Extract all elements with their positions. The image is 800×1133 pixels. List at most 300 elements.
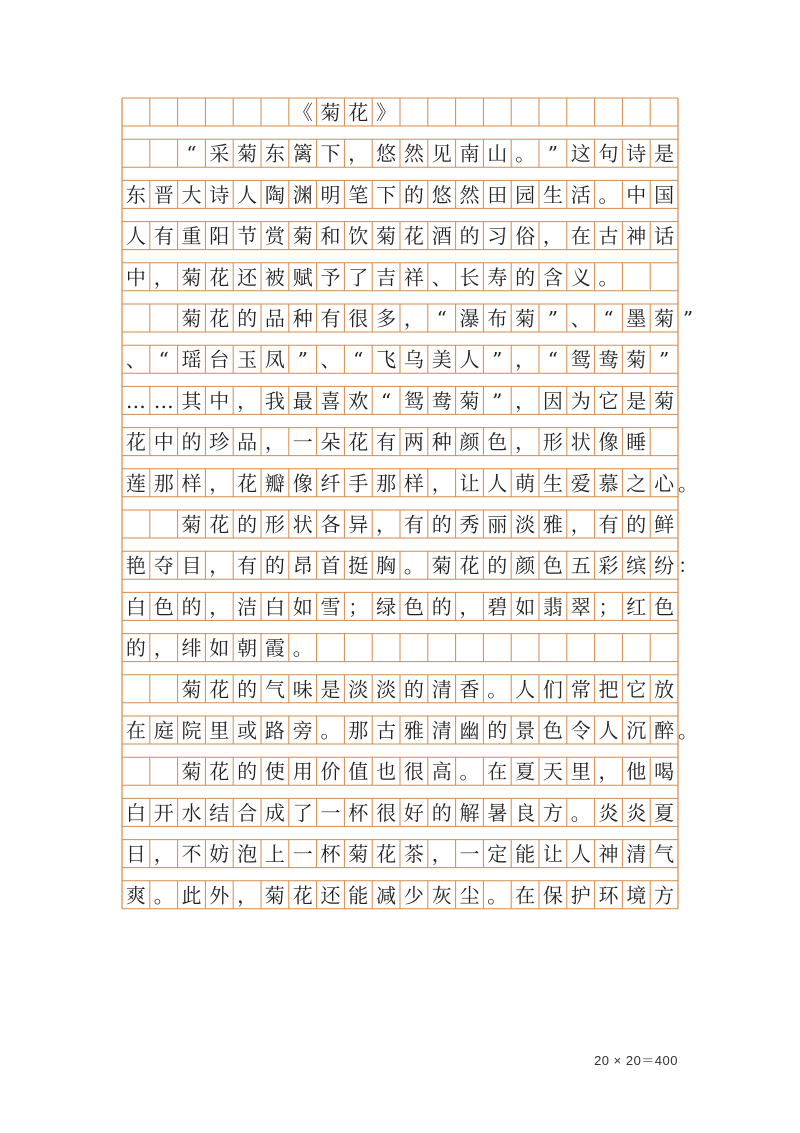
grid-character: ， xyxy=(153,265,174,290)
grid-character: 颜 xyxy=(459,430,480,455)
grid-character: 的 xyxy=(264,553,285,578)
grid-character: 开 xyxy=(153,800,174,825)
grid-character: 色 xyxy=(153,594,174,619)
grid-character: 用 xyxy=(292,759,313,784)
grid-character: 把 xyxy=(598,677,619,702)
grid-character: ， xyxy=(570,512,591,537)
grid-character: 花 xyxy=(237,471,258,496)
grid-character: 那 xyxy=(153,471,174,496)
grid-character: 活 xyxy=(570,182,591,207)
grid-character: 。 xyxy=(678,718,698,743)
grid-character: 或 xyxy=(237,718,258,743)
grid-character: 睡 xyxy=(626,430,647,455)
grid-character: 瓣 xyxy=(264,471,285,496)
grid-character: 菊 xyxy=(237,141,258,166)
grid-character: 里 xyxy=(570,759,591,784)
grid-character: “ xyxy=(158,347,169,372)
grid-character: 义 xyxy=(570,265,591,290)
grid-character: 花 xyxy=(125,430,146,455)
grid-character: 渊 xyxy=(292,182,313,207)
grid-character: 翠 xyxy=(570,594,591,619)
grid-character: 鲜 xyxy=(654,512,675,537)
grid-character: 园 xyxy=(515,182,536,207)
grid-character: 鸳 xyxy=(403,388,424,413)
grid-character: 花 xyxy=(292,883,313,908)
grid-character: 红 xyxy=(626,594,647,619)
grid-character: 翡 xyxy=(542,594,563,619)
grid-character: 、 xyxy=(431,265,452,290)
grid-character: 暑 xyxy=(487,800,508,825)
grid-character: 菊 xyxy=(459,388,480,413)
grid-character: “ xyxy=(380,388,392,413)
grid-character: 淡 xyxy=(515,512,536,537)
grid-character: 的 xyxy=(626,512,647,537)
grid-character: 菊 xyxy=(181,265,202,290)
grid-character: 有 xyxy=(598,512,619,537)
grid-character: 白 xyxy=(264,594,285,619)
grid-character: 的 xyxy=(181,594,202,619)
grid-character: 花 xyxy=(209,512,230,537)
grid-character: 悠 xyxy=(376,141,397,166)
grid-character: 菊 xyxy=(181,306,202,331)
grid-character: 品 xyxy=(237,430,258,455)
grid-character: 昂 xyxy=(292,553,313,578)
grid-character: 有 xyxy=(403,512,424,537)
grid-character: 夏 xyxy=(515,759,536,784)
grid-character: 飞 xyxy=(376,347,397,372)
grid-character: 莲 xyxy=(125,471,146,496)
grid-character: 东 xyxy=(125,182,146,207)
grid-character: 了 xyxy=(348,265,369,290)
grid-character: 如 xyxy=(515,594,536,619)
grid-character: 定 xyxy=(487,842,508,867)
grid-character: 使 xyxy=(264,759,285,784)
grid-character: 很 xyxy=(348,306,369,331)
grid-character: “ xyxy=(603,306,614,331)
grid-character: 白 xyxy=(125,800,146,825)
grid-character: 那 xyxy=(376,471,397,496)
grid-character: 赏 xyxy=(264,224,285,249)
grid-character: 喜 xyxy=(320,388,341,413)
grid-character: ， xyxy=(515,430,536,455)
grid-character: 像 xyxy=(292,471,313,496)
grid-character: 。 xyxy=(570,800,591,825)
grid-character: 茶 xyxy=(403,842,424,867)
grid-character: 。 xyxy=(459,759,480,784)
grid-character: 状 xyxy=(570,430,591,455)
grid-character: 花 xyxy=(403,224,424,249)
grid-character: 鸳 xyxy=(570,347,591,372)
grid-character: 色 xyxy=(542,718,563,743)
grid-character: 下 xyxy=(376,182,397,207)
grid-character: 最 xyxy=(292,388,313,413)
grid-character: 水 xyxy=(181,800,202,825)
grid-character: 。 xyxy=(678,471,698,496)
grid-character: 人 xyxy=(459,347,480,372)
grid-character: 色 xyxy=(403,594,424,619)
grid-character: 的 xyxy=(487,553,508,578)
grid-character: 凤 xyxy=(264,347,285,372)
grid-character: 高 xyxy=(431,759,452,784)
grid-character: 鸯 xyxy=(431,388,452,413)
grid-character: 生 xyxy=(542,471,563,496)
grid-character: 淡 xyxy=(348,677,369,702)
grid-character: 菊 xyxy=(376,224,397,249)
grid-character: 花 xyxy=(209,265,230,290)
grid-character: 目 xyxy=(181,553,202,578)
grid-character: 绿 xyxy=(376,594,397,619)
grid-character: 清 xyxy=(626,842,647,867)
grid-character: 人 xyxy=(125,224,146,249)
grid-character: 灰 xyxy=(431,883,452,908)
grid-character: 令 xyxy=(570,718,591,743)
grid-character: 炎 xyxy=(626,800,647,825)
grid-character: 朝 xyxy=(237,636,258,661)
grid-character: 和 xyxy=(320,224,341,249)
grid-character: ” xyxy=(547,306,559,331)
grid-character: 杯 xyxy=(348,800,369,825)
grid-character: 花 xyxy=(459,553,480,578)
grid-character: 菊 xyxy=(264,883,285,908)
grid-character: ； xyxy=(348,594,369,619)
grid-character: 人 xyxy=(598,718,619,743)
grid-character: 五 xyxy=(570,553,591,578)
grid-character: 一 xyxy=(459,842,480,867)
grid-character: 玉 xyxy=(237,347,258,372)
grid-character: 爽 xyxy=(125,883,146,908)
grid-character: 值 xyxy=(348,759,369,784)
grid-character: 天 xyxy=(542,759,563,784)
grid-character: 中 xyxy=(209,388,230,413)
grid-character: 的 xyxy=(125,636,146,661)
grid-character: 淡 xyxy=(376,677,397,702)
grid-character: 减 xyxy=(376,883,397,908)
grid-character: 很 xyxy=(403,759,424,784)
grid-character: 成 xyxy=(264,800,285,825)
grid-character: 诗 xyxy=(626,141,647,166)
grid-character: 境 xyxy=(626,883,647,908)
grid-character: 。 xyxy=(292,636,313,661)
grid-character: 首 xyxy=(320,553,341,578)
grid-character: 布 xyxy=(487,306,508,331)
grid-character: 花 xyxy=(376,842,397,867)
grid-character: 》 xyxy=(376,100,397,125)
grid-character: 的 xyxy=(459,224,480,249)
grid-character: ， xyxy=(459,594,480,619)
grid-character: 晋 xyxy=(153,182,174,207)
grid-character: 国 xyxy=(654,182,675,207)
grid-character: 的 xyxy=(431,800,452,825)
grid-character: 庭 xyxy=(153,718,174,743)
grid-character: 我 xyxy=(264,388,285,413)
grid-character: 神 xyxy=(598,842,619,867)
grid-character: 田 xyxy=(487,182,508,207)
grid-character: 丽 xyxy=(487,512,508,537)
grid-character: 在 xyxy=(570,224,591,249)
grid-character: 环 xyxy=(598,883,619,908)
grid-character: 句 xyxy=(598,141,619,166)
grid-character: 。 xyxy=(403,553,424,578)
grid-character: 方 xyxy=(542,800,563,825)
grid-character: 路 xyxy=(264,718,285,743)
grid-character: ， xyxy=(348,141,369,166)
grid-character: 里 xyxy=(209,718,230,743)
grid-character: 寿 xyxy=(487,265,508,290)
grid-character: 。 xyxy=(487,883,508,908)
grid-character: 常 xyxy=(570,677,591,702)
grid-character: 喝 xyxy=(654,759,675,784)
grid-character: 在 xyxy=(125,718,146,743)
grid-character: 样 xyxy=(403,471,424,496)
grid-character: 如 xyxy=(209,636,230,661)
grid-character: 珍 xyxy=(209,430,230,455)
grid-character: 秀 xyxy=(459,512,480,537)
grid-character: 外 xyxy=(209,883,230,908)
grid-character: ， xyxy=(153,636,174,661)
grid-character: 一 xyxy=(292,842,313,867)
grid-character: ； xyxy=(598,594,619,619)
grid-character: 台 xyxy=(209,347,230,372)
grid-character: 胸 xyxy=(376,553,397,578)
grid-character: 了 xyxy=(292,800,313,825)
grid-character: 、 xyxy=(570,306,591,331)
grid-character: 气 xyxy=(654,842,675,867)
grid-character: ， xyxy=(237,388,258,413)
grid-character: 能 xyxy=(515,842,536,867)
grid-character: 白 xyxy=(125,594,146,619)
grid-character: 色 xyxy=(542,553,563,578)
grid-character: 多 xyxy=(376,306,397,331)
grid-character: 像 xyxy=(598,430,619,455)
grid-character: 味 xyxy=(292,677,313,702)
grid-character: 的 xyxy=(403,182,424,207)
grid-character: ， xyxy=(376,512,397,537)
grid-character: 欢 xyxy=(348,388,369,413)
grid-character: 异 xyxy=(348,512,369,537)
grid-character: 花 xyxy=(209,677,230,702)
grid-character: 是 xyxy=(654,141,675,166)
grid-character: 雪 xyxy=(320,594,341,619)
grid-character: ” xyxy=(658,347,670,372)
grid-character: 神 xyxy=(626,224,647,249)
grid-character: ， xyxy=(403,306,424,331)
grid-character: 品 xyxy=(264,306,285,331)
grid-character: 瑶 xyxy=(181,347,202,372)
grid-character: 挺 xyxy=(348,553,369,578)
grid-character: 花 xyxy=(209,306,230,331)
grid-character: 中 xyxy=(125,265,146,290)
grid-character: 状 xyxy=(292,512,313,537)
grid-character: 醉 xyxy=(654,718,675,743)
grid-character: 习 xyxy=(487,224,508,249)
grid-character: 的 xyxy=(237,677,258,702)
grid-character: 俗 xyxy=(515,224,536,249)
grid-character: 它 xyxy=(598,388,619,413)
grid-character: 采 xyxy=(209,141,230,166)
grid-character: 景 xyxy=(515,718,536,743)
grid-character: 饮 xyxy=(348,224,369,249)
grid-character: 心 xyxy=(654,471,675,496)
grid-character: 一 xyxy=(320,800,341,825)
grid-character: 价 xyxy=(320,759,341,784)
grid-character: 夺 xyxy=(153,553,174,578)
grid-character: 。 xyxy=(320,718,341,743)
grid-character: ” xyxy=(682,306,694,331)
grid-character: 陶 xyxy=(264,182,285,207)
grid-character: 良 xyxy=(515,800,536,825)
grid-character: 古 xyxy=(376,718,397,743)
grid-character: 墨 xyxy=(626,306,647,331)
grid-character: 菊 xyxy=(181,512,202,537)
grid-character: 样 xyxy=(181,471,202,496)
grid-character: 保 xyxy=(542,883,563,908)
grid-character: 能 xyxy=(348,883,369,908)
grid-character: 如 xyxy=(292,594,313,619)
grid-character: 。 xyxy=(598,182,619,207)
grid-character: 菊 xyxy=(181,759,202,784)
grid-character: 的 xyxy=(431,512,452,537)
grid-character: 们 xyxy=(542,677,563,702)
grid-character: 碧 xyxy=(487,594,508,619)
grid-character: 的 xyxy=(237,306,258,331)
grid-character: ” xyxy=(547,141,559,166)
grid-character: 旁 xyxy=(292,718,313,743)
grid-character: 形 xyxy=(264,512,285,537)
grid-character: 大 xyxy=(181,182,202,207)
grid-character: 见 xyxy=(431,141,452,166)
grid-character: 菊 xyxy=(515,306,536,331)
grid-character: 其 xyxy=(181,388,202,413)
grid-character: 有 xyxy=(237,553,258,578)
grid-character: 酒 xyxy=(431,224,452,249)
grid-character: 的 xyxy=(487,718,508,743)
grid-character: 那 xyxy=(348,718,369,743)
grid-character: 让 xyxy=(459,471,480,496)
grid-character: 然 xyxy=(403,141,424,166)
grid-character: 鸯 xyxy=(598,347,619,372)
grid-character: “ xyxy=(353,347,364,372)
grid-character: 是 xyxy=(626,388,647,413)
grid-character: 形 xyxy=(542,430,563,455)
grid-character: 明 xyxy=(320,182,341,207)
grid-character: 花 xyxy=(348,430,369,455)
grid-character: 人 xyxy=(570,842,591,867)
grid-character: 的 xyxy=(431,594,452,619)
grid-character: 沉 xyxy=(626,718,647,743)
grid-character: 清 xyxy=(431,677,452,702)
grid-character: 护 xyxy=(570,883,591,908)
grid-character: 好 xyxy=(403,800,424,825)
grid-character: 很 xyxy=(376,800,397,825)
grid-character: 泡 xyxy=(237,842,258,867)
grid-character: ， xyxy=(209,553,230,578)
grid-character: 两 xyxy=(403,430,424,455)
grid-character: 日 xyxy=(125,842,146,867)
grid-character: 古 xyxy=(598,224,619,249)
grid-count-label: 20 × 20＝400 xyxy=(594,1053,678,1068)
grid-character: ” xyxy=(492,347,503,372)
grid-character: 南 xyxy=(459,141,480,166)
grid-character: 之 xyxy=(626,471,647,496)
grid-character: 为 xyxy=(570,388,591,413)
grid-character: 它 xyxy=(626,677,647,702)
grid-character: 《 xyxy=(292,100,313,125)
grid-character: ， xyxy=(515,388,536,413)
grid-character: 笔 xyxy=(348,182,369,207)
grid-character: 花 xyxy=(348,100,369,125)
grid-character: 悠 xyxy=(431,182,452,207)
grid-character: 含 xyxy=(542,265,563,290)
grid-character: 的 xyxy=(403,677,424,702)
grid-character: 山 xyxy=(487,141,508,166)
grid-character: 的 xyxy=(237,512,258,537)
grid-character: 他 xyxy=(626,759,647,784)
grid-character: 朵 xyxy=(320,430,341,455)
grid-character: 色 xyxy=(487,430,508,455)
grid-character: 方 xyxy=(654,883,675,908)
grid-character: ， xyxy=(264,430,285,455)
grid-character: ， xyxy=(431,842,452,867)
grid-character: 阳 xyxy=(209,224,230,249)
grid-character: 炎 xyxy=(598,800,619,825)
grid-character: ， xyxy=(431,471,452,496)
grid-character: ， xyxy=(153,842,174,867)
grid-character: 人 xyxy=(237,182,258,207)
grid-character: 有 xyxy=(153,224,174,249)
grid-character: 人 xyxy=(515,677,536,702)
grid-character: 乌 xyxy=(403,347,424,372)
grid-character: 生 xyxy=(542,182,563,207)
grid-character: 让 xyxy=(542,842,563,867)
grid-character: 在 xyxy=(487,759,508,784)
grid-character: 篱 xyxy=(292,141,313,166)
grid-character: 的 xyxy=(181,430,202,455)
grid-character: 花 xyxy=(209,759,230,784)
grid-character: 颜 xyxy=(515,553,536,578)
grid-character: 霞 xyxy=(264,636,285,661)
grid-character: 一 xyxy=(292,430,313,455)
grid-character: 在 xyxy=(515,883,536,908)
grid-character: “ xyxy=(547,347,559,372)
grid-character: 是 xyxy=(320,677,341,702)
grid-character: 长 xyxy=(459,265,480,290)
grid-character: 杯 xyxy=(320,842,341,867)
grid-character: 东 xyxy=(264,141,285,166)
grid-character: 不 xyxy=(181,842,202,867)
grid-character: “ xyxy=(436,306,447,331)
grid-character: 少 xyxy=(403,883,424,908)
grid-character: 清 xyxy=(431,718,452,743)
grid-character: 雅 xyxy=(542,512,563,537)
grid-character: … xyxy=(153,388,174,413)
grid-character: 手 xyxy=(348,471,369,496)
grid-character: 。 xyxy=(515,141,536,166)
grid-character: 的 xyxy=(515,265,536,290)
grid-character: ， xyxy=(209,471,230,496)
grid-character: 上 xyxy=(264,842,285,867)
grid-character: 纤 xyxy=(320,471,341,496)
grid-character: 菊 xyxy=(431,553,452,578)
grid-character: 也 xyxy=(376,759,397,784)
grid-character: “ xyxy=(186,141,197,166)
grid-character: 种 xyxy=(431,430,452,455)
grid-character: 这 xyxy=(570,141,591,166)
grid-character: 菊 xyxy=(292,224,313,249)
grid-character: 话 xyxy=(654,224,675,249)
grid-character: 解 xyxy=(459,800,480,825)
grid-character: 、 xyxy=(125,347,146,372)
grid-character: 中 xyxy=(153,430,174,455)
